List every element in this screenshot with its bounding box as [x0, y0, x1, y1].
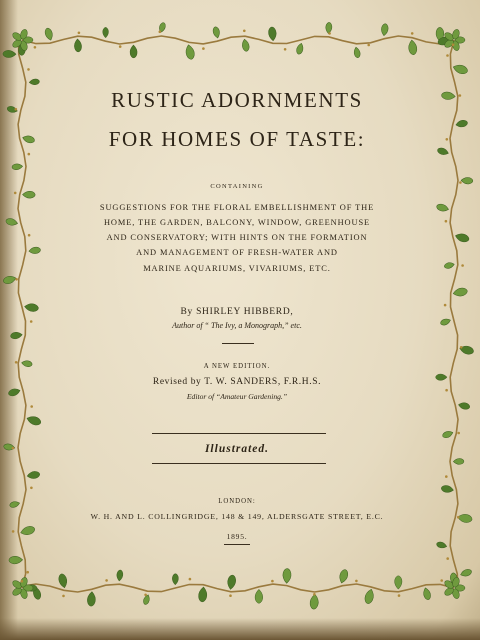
- ivy-stem-icon: [18, 40, 26, 588]
- ivy-leaf-icon: [268, 27, 277, 42]
- ivy-berry-icon: [78, 32, 81, 35]
- ivy-berry-icon: [459, 94, 462, 97]
- illustrated-rule-bottom: [152, 463, 326, 464]
- editor-note: Editor of “Amateur Gardening.”: [186, 392, 288, 401]
- description-line: AND CONSERVATORY; WITH HINTS ON THE FORMATION: [106, 233, 368, 242]
- ivy-leaf-icon: [3, 275, 17, 285]
- ivy-berry-icon: [444, 304, 447, 307]
- ivy-berry-icon: [34, 46, 37, 49]
- ivy-leaf-icon: [10, 332, 22, 340]
- containing-label: CONTAINING: [210, 183, 264, 190]
- ivy-leaf-icon: [22, 134, 36, 144]
- ivy-stem-icon: [22, 36, 454, 44]
- ivy-berry-icon: [229, 594, 232, 597]
- imprint-publisher: W. H. AND L. COLLINGRIDGE, 148 & 149, ALDERSGATE STREET, E.C.: [90, 512, 384, 521]
- ivy-berry-icon: [28, 153, 31, 156]
- ivy-leaf-icon: [26, 415, 42, 427]
- ivy-leaf-icon: [444, 262, 455, 270]
- ivy-leaf-icon: [436, 203, 450, 213]
- ivy-leaf-icon: [454, 232, 470, 243]
- divider-rule: [224, 544, 250, 545]
- ivy-leaf-icon: [437, 147, 450, 156]
- ivy-berry-icon: [446, 138, 449, 141]
- ivy-berry-icon: [440, 579, 443, 582]
- ivy-leaf-icon: [461, 177, 473, 184]
- illustrated-rule-top: [152, 433, 326, 434]
- title-line-2: FOR HOMES OF TASTE:: [108, 127, 366, 151]
- description-line: MARINE AQUARIUMS, VIVARIUMS, ETC.: [143, 264, 331, 273]
- ivy-leaf-icon: [283, 568, 292, 583]
- ivy-leaf-icon: [325, 22, 332, 34]
- ivy-leaf-icon: [440, 317, 452, 326]
- ivy-leaf-icon: [74, 39, 82, 52]
- ivy-leaf-icon: [198, 587, 208, 603]
- ivy-leaf-icon: [24, 303, 39, 313]
- ivy-leaf-icon: [296, 43, 305, 55]
- ivy-leaf-icon: [452, 287, 468, 297]
- ivy-berry-icon: [189, 578, 192, 581]
- ivy-berry-icon: [15, 278, 18, 281]
- imprint-year: 1895.: [226, 532, 248, 541]
- ivy-berry-icon: [119, 45, 122, 48]
- ivy-leaf-icon: [255, 589, 263, 603]
- ivy-berry-icon: [367, 44, 370, 47]
- ivy-berry-icon: [446, 54, 449, 57]
- description-line: AND MANAGEMENT OF FRESH-WATER AND: [136, 248, 338, 257]
- ivy-leaf-icon: [455, 119, 468, 128]
- ivy-berry-icon: [398, 594, 401, 597]
- ivy-leaf-icon: [21, 360, 32, 367]
- ivy-leaf-icon: [310, 594, 319, 610]
- ivy-leaf-icon: [353, 47, 361, 59]
- ivy-berry-icon: [105, 579, 108, 582]
- ivy-berry-icon: [328, 32, 331, 35]
- ivy-berry-icon: [15, 361, 18, 364]
- ivy-berry-icon: [30, 320, 33, 323]
- ivy-leaf-icon: [5, 217, 18, 226]
- ivy-leaf-icon: [3, 50, 16, 58]
- ivy-leaf-icon: [130, 45, 137, 58]
- ivy-leaf-icon: [460, 568, 473, 578]
- illustrated-label: Illustrated.: [204, 443, 270, 455]
- ivy-berry-icon: [271, 580, 274, 583]
- ivy-leaf-icon: [212, 26, 221, 39]
- ivy-leaf-icon: [44, 27, 54, 41]
- ivy-leaf-icon: [9, 500, 20, 508]
- ivy-leaf-icon: [241, 39, 250, 52]
- ivy-berry-icon: [457, 432, 460, 435]
- ivy-leaf-icon: [338, 569, 349, 585]
- ivy-leaf-icon: [381, 23, 389, 36]
- ivy-leaf-icon: [364, 588, 376, 604]
- ivy-berry-icon: [30, 487, 33, 490]
- divider-rule: [222, 343, 254, 344]
- ivy-leaf-icon: [227, 575, 237, 590]
- reviser-line: Revised by T. W. SANDERS, F.R.H.S.: [152, 377, 322, 387]
- ivy-leaf-icon: [87, 591, 96, 606]
- ivy-berry-icon: [446, 557, 449, 560]
- ivy-berry-icon: [202, 47, 205, 50]
- ivy-leaf-icon: [436, 374, 447, 380]
- ivy-berry-icon: [21, 580, 24, 583]
- ivy-leaf-icon: [457, 513, 473, 523]
- ivy-leaf-icon: [436, 541, 448, 549]
- ivy-berry-icon: [445, 475, 448, 478]
- ivy-leaf-icon: [453, 458, 464, 464]
- ivy-leaf-icon: [103, 27, 109, 37]
- title-line-1: RUSTIC ADORNMENTS: [111, 88, 363, 112]
- ivy-berry-icon: [144, 594, 147, 597]
- ivy-leaf-icon: [12, 163, 23, 170]
- ivy-leaf-icon: [442, 430, 454, 439]
- ivy-berry-icon: [62, 595, 65, 598]
- ivy-berry-icon: [461, 264, 464, 267]
- ivy-leaf-icon: [395, 576, 402, 589]
- edition-label: A NEW EDITION.: [203, 363, 271, 370]
- ivy-leaf-icon: [422, 587, 432, 600]
- ivy-berry-icon: [14, 192, 17, 195]
- ivy-berry-icon: [12, 530, 15, 533]
- ivy-berry-icon: [452, 43, 455, 46]
- ivy-stem-icon: [22, 584, 454, 592]
- ivy-berry-icon: [26, 571, 29, 574]
- ivy-leaf-icon: [172, 574, 178, 585]
- ivy-leaf-icon: [184, 44, 195, 60]
- ivy-leaf-icon: [142, 594, 150, 605]
- ivy-leaf-icon: [9, 556, 23, 564]
- ivy-berry-icon: [355, 580, 358, 583]
- ivy-berry-icon: [457, 516, 460, 519]
- ivy-leaf-icon: [408, 40, 418, 56]
- ivy-berry-icon: [459, 181, 462, 184]
- ivy-berry-icon: [445, 389, 448, 392]
- ivy-leaf-icon: [29, 247, 41, 255]
- ivy-berry-icon: [445, 220, 448, 223]
- ivy-leaf-icon: [8, 387, 21, 397]
- ivy-leaf-icon: [29, 79, 40, 86]
- author-note: Author of “ The Ivy, a Monograph,” etc.: [172, 321, 302, 330]
- ivy-leaf-icon: [27, 471, 41, 480]
- ivy-berry-icon: [12, 447, 15, 450]
- ivy-stem-icon: [450, 40, 458, 588]
- ivy-berry-icon: [30, 405, 33, 408]
- ivy-berry-icon: [243, 30, 246, 33]
- ivy-berry-icon: [28, 234, 31, 237]
- description-line: SUGGESTIONS FOR THE FLORAL EMBELLISHMENT OF THE: [99, 203, 375, 212]
- ivy-berry-icon: [27, 68, 30, 71]
- ivy-leaf-icon: [58, 573, 69, 589]
- ivy-leaf-icon: [22, 191, 35, 198]
- ivy-berry-icon: [284, 48, 287, 51]
- ivy-berry-icon: [313, 593, 316, 596]
- description-line: HOME, THE GARDEN, BALCONY, WINDOW, GREENHOUSE: [103, 218, 371, 227]
- ivy-berry-icon: [411, 32, 414, 35]
- ivy-berry-icon: [159, 31, 162, 34]
- ivy-berry-icon: [460, 346, 463, 349]
- author-byline: By SHIRLEY HIBBERD,: [180, 307, 294, 317]
- ivy-leaf-icon: [452, 63, 469, 75]
- imprint-city: LONDON:: [218, 498, 256, 505]
- ivy-leaf-icon: [116, 570, 123, 581]
- ivy-leaf-icon: [20, 525, 36, 537]
- ivy-berry-icon: [15, 108, 18, 111]
- ivy-leaf-icon: [441, 485, 454, 494]
- ivy-leaf-icon: [458, 402, 471, 411]
- ivy-leaf-icon: [441, 91, 455, 100]
